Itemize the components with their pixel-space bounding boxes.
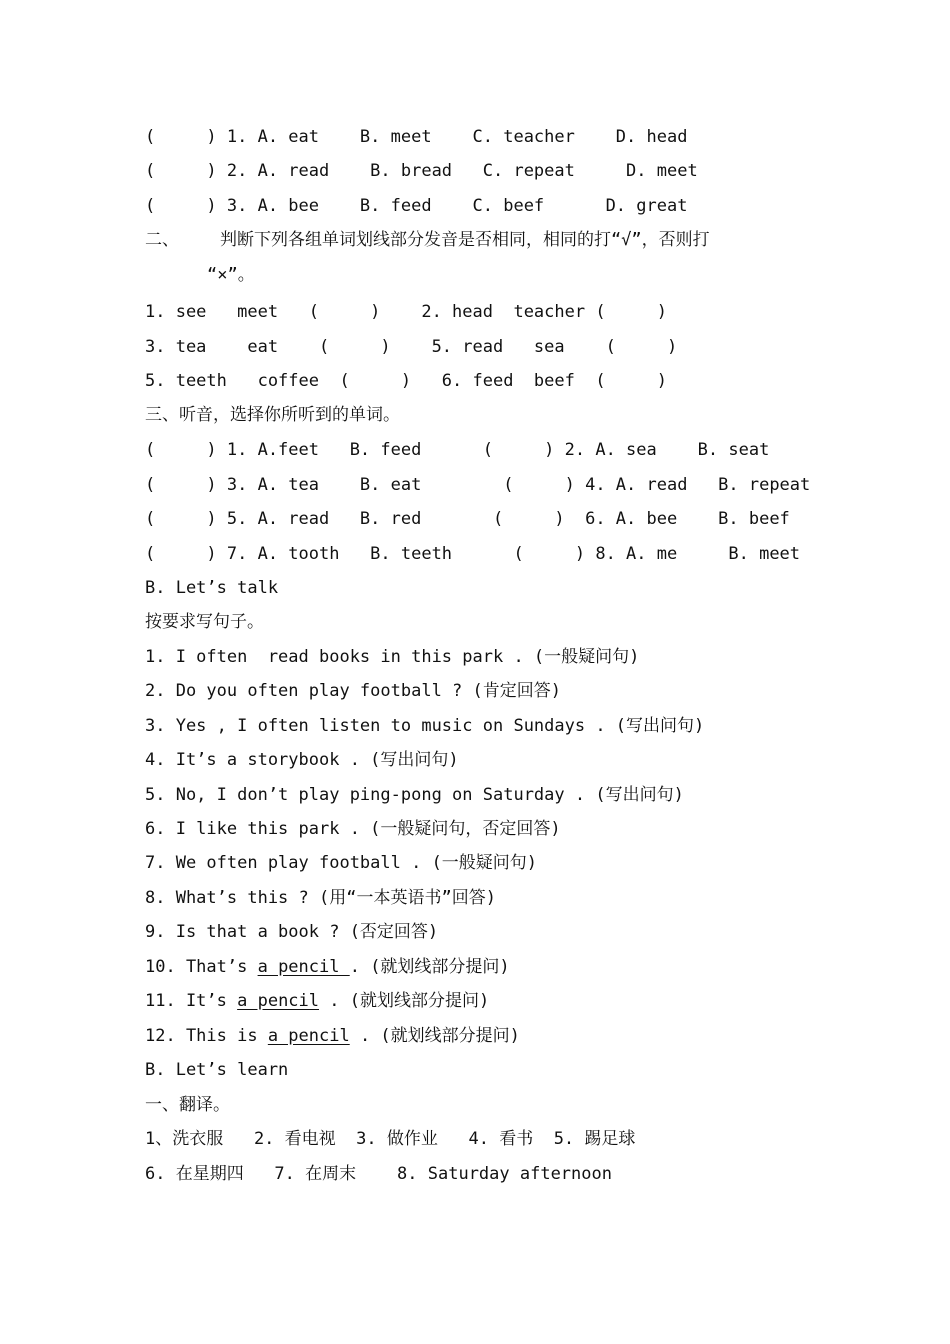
lets-talk-heading: B. Let’s talk (145, 578, 279, 598)
sentence-10-underlined: a pencil (257, 957, 350, 977)
sentence-7: 7. We often play football . (一般疑问句) (145, 853, 538, 873)
sentence-10-post: . (就划线部分提问) (349, 957, 510, 977)
translate-row-2: 6. 在星期四 7. 在周末 8. Saturday afternoon (145, 1164, 612, 1184)
listen-row-3: ( ) 5. A. read B. red ( ) 6. A. bee B. beef (145, 509, 790, 529)
section3-heading: 三、听音，选择你所听到的单词。 (145, 405, 400, 425)
judge-row-2: 3. tea eat ( ) 5. read sea ( ) (145, 337, 678, 357)
listen-row-1: ( ) 1. A.feet B. feed ( ) 2. A. sea B. seat (145, 440, 770, 460)
translate-heading: 一、翻译。 (145, 1095, 230, 1115)
write-sentences-heading: 按要求写句子。 (145, 612, 264, 632)
sentence-4: 4. It’s a storybook . (写出问句) (145, 750, 459, 770)
sentence-12 (145, 1025, 520, 1049)
sentence-12-post: . (就划线部分提问) (349, 1026, 520, 1046)
sentence-3: 3. Yes , I often listen to music on Sundays . (写出问句) (145, 716, 705, 736)
lets-learn-heading: B. Let’s learn (145, 1060, 289, 1080)
sentence-11-underlined: a pencil (237, 991, 320, 1011)
sentence-8: 8. What’s this ? (用“一本英语书”回答) (145, 888, 496, 908)
listen-row-2: ( ) 3. A. tea B. eat ( ) 4. A. read B. repeat (145, 475, 811, 495)
sentence-12-pre: 12. This is (145, 1026, 268, 1046)
judge-row-1: 1. see meet ( ) 2. head teacher ( ) (145, 302, 667, 322)
sentence-10 (145, 956, 510, 980)
sentence-6: 6. I like this park . (一般疑问句，否定回答) (145, 819, 561, 839)
section2-heading-cont: “×”。 (207, 265, 255, 285)
sentence-11 (145, 990, 489, 1014)
section2-heading: 二、 判断下列各组单词划线部分发音是否相同，相同的打“√”，否则打 (145, 230, 710, 250)
sentence-10-pre: 10. That’s (145, 957, 258, 977)
sentence-1: 1. I often read books in this park . (一般疑问句) (145, 647, 640, 667)
sentence-5: 5. No, I don’t play ping-pong on Saturday . (写出问句) (145, 785, 684, 805)
sentence-2: 2. Do you often play football ? (肯定回答) (145, 681, 561, 701)
judge-row-3: 5. teeth coffee ( ) 6. feed beef ( ) (145, 371, 667, 391)
sentence-9: 9. Is that a book ? (否定回答) (145, 922, 439, 942)
sentence-11-post: . (就划线部分提问) (319, 991, 490, 1011)
choice-row-3: ( ) 3. A. bee B. feed C. beef D. great (145, 196, 688, 216)
listen-row-4: ( ) 7. A. tooth B. teeth ( ) 8. A. me B. meet (145, 544, 801, 564)
choice-row-2: ( ) 2. A. read B. bread C. repeat D. meet (145, 161, 698, 181)
sentence-12-underlined: a pencil (267, 1026, 350, 1046)
translate-row-1: 1、洗衣服 2. 看电视 3. 做作业 4. 看书 5. 踢足球 (145, 1129, 636, 1149)
sentence-11-pre: 11. It’s (145, 991, 238, 1011)
choice-row-1: ( ) 1. A. eat B. meet C. teacher D. head (145, 127, 688, 147)
